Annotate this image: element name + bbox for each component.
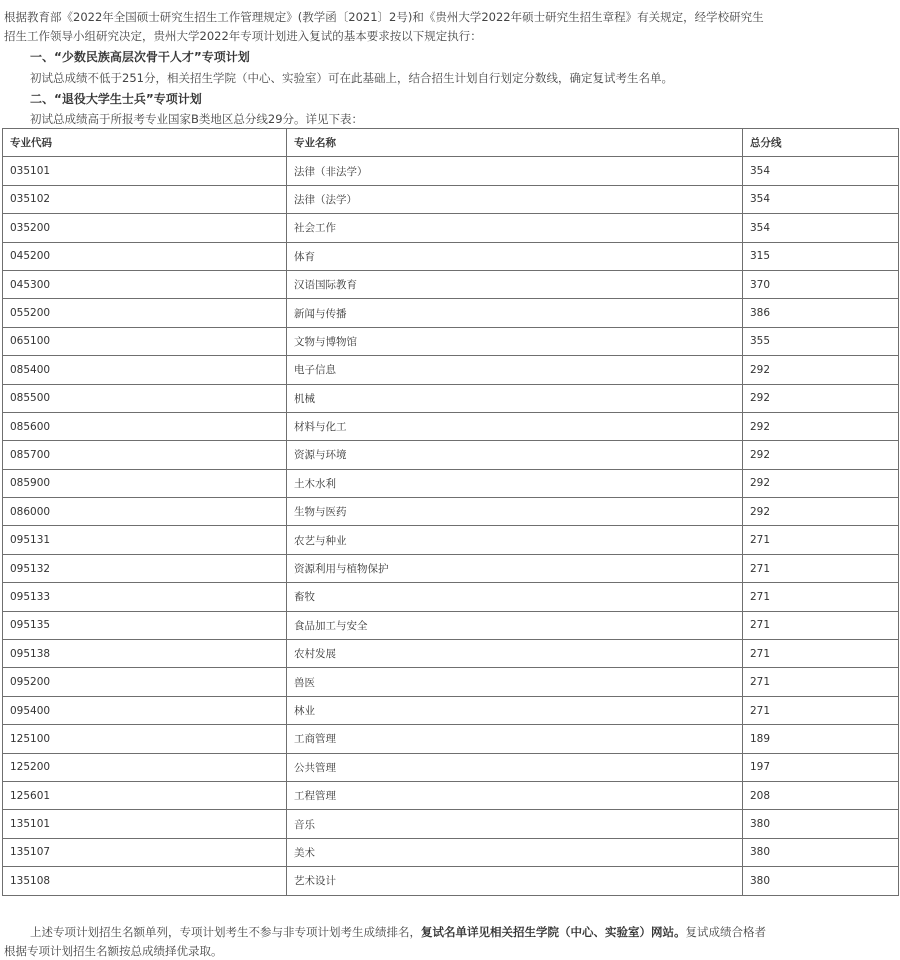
cell-total-score-line: 271 bbox=[743, 668, 899, 696]
cell-total-score-line: 354 bbox=[743, 185, 899, 213]
table-row bbox=[3, 838, 899, 866]
cell-total-score-line: 197 bbox=[743, 753, 899, 781]
cell-major-code: 095135 bbox=[3, 611, 287, 639]
cell-major-code: 095138 bbox=[3, 640, 287, 668]
cell-total-score-line: 354 bbox=[743, 157, 899, 185]
cell-major-name: 资源利用与植物保护 bbox=[287, 554, 743, 582]
cell-major-code: 135108 bbox=[3, 867, 287, 895]
cell-total-score-line: 292 bbox=[743, 469, 899, 497]
table-body bbox=[3, 157, 899, 895]
cell-major-name: 农艺与种业 bbox=[287, 526, 743, 554]
cell-major-name: 资源与环境 bbox=[287, 441, 743, 469]
cell-total-score-line: 354 bbox=[743, 214, 899, 242]
table-row bbox=[3, 696, 899, 724]
cell-major-name: 机械 bbox=[287, 384, 743, 412]
cell-major-name: 电子信息 bbox=[287, 356, 743, 384]
table-row bbox=[3, 498, 899, 526]
cell-major-code: 085600 bbox=[3, 412, 287, 440]
cell-major-code: 125200 bbox=[3, 753, 287, 781]
cell-major-code: 035102 bbox=[3, 185, 287, 213]
cell-major-name: 社会工作 bbox=[287, 214, 743, 242]
cell-total-score-line: 271 bbox=[743, 583, 899, 611]
intro-paragraph-line-1: 根据教育部《2022年全国硕士研究生招生工作管理规定》(教学函〔2021〕2号)和《贵州大学2022年硕士研究生招生章程》有关规定，经学校研究生 bbox=[4, 10, 764, 24]
cell-major-code: 125601 bbox=[3, 781, 287, 809]
cell-major-code: 035101 bbox=[3, 157, 287, 185]
cell-major-name: 汉语国际教育 bbox=[287, 270, 743, 298]
cell-major-name: 畜牧 bbox=[287, 583, 743, 611]
cell-major-code: 045300 bbox=[3, 270, 287, 298]
cell-major-code: 095400 bbox=[3, 696, 287, 724]
cell-total-score-line: 189 bbox=[743, 725, 899, 753]
table-row bbox=[3, 157, 899, 185]
table-row bbox=[3, 526, 899, 554]
table-row bbox=[3, 384, 899, 412]
cell-major-name: 生物与医药 bbox=[287, 498, 743, 526]
cell-major-code: 085400 bbox=[3, 356, 287, 384]
cell-major-name: 林业 bbox=[287, 696, 743, 724]
cell-total-score-line: 292 bbox=[743, 384, 899, 412]
cell-total-score-line: 271 bbox=[743, 640, 899, 668]
score-cutoff-table bbox=[2, 128, 899, 896]
cell-total-score-line: 380 bbox=[743, 838, 899, 866]
table-row bbox=[3, 270, 899, 298]
footer-text-part-1: 上述专项计划招生名额单列，专项计划考生不参与非专项计划考生成绩排名， bbox=[30, 925, 421, 939]
table-row bbox=[3, 412, 899, 440]
table-row bbox=[3, 611, 899, 639]
footer-text-part-2: 复试成绩合格者 bbox=[685, 925, 766, 939]
cell-major-name: 法律（法学） bbox=[287, 185, 743, 213]
cell-major-code: 095200 bbox=[3, 668, 287, 696]
cell-major-name: 农村发展 bbox=[287, 640, 743, 668]
cell-major-code: 135107 bbox=[3, 838, 287, 866]
table-row bbox=[3, 753, 899, 781]
footer-line-1 bbox=[30, 923, 766, 941]
cell-major-name: 公共管理 bbox=[287, 753, 743, 781]
cell-major-name: 艺术设计 bbox=[287, 867, 743, 895]
cell-major-name: 音乐 bbox=[287, 810, 743, 838]
table-row bbox=[3, 242, 899, 270]
cell-major-name: 新闻与传播 bbox=[287, 299, 743, 327]
cell-total-score-line: 355 bbox=[743, 327, 899, 355]
intro-paragraph-line-2: 招生工作领导小组研究决定，贵州大学2022年专项计划进入复试的基本要求按以下规定执行： bbox=[4, 29, 482, 43]
cell-major-code: 055200 bbox=[3, 299, 287, 327]
section-2-heading: 二、“退役大学生士兵”专项计划 bbox=[30, 92, 202, 106]
cell-major-code: 085500 bbox=[3, 384, 287, 412]
cell-major-code: 035200 bbox=[3, 214, 287, 242]
section-1-heading: 一、“少数民族高层次骨干人才”专项计划 bbox=[30, 50, 250, 64]
cell-major-name: 材料与化工 bbox=[287, 412, 743, 440]
cell-major-code: 085900 bbox=[3, 469, 287, 497]
section-1-text: 初试总成绩不低于251分，相关招生学院（中心、实验室）可在此基础上，结合招生计划自行划定分数线，确定复试考生名单。 bbox=[30, 71, 673, 85]
cell-major-name: 法律（非法学） bbox=[287, 157, 743, 185]
cell-major-code: 086000 bbox=[3, 498, 287, 526]
cell-major-code: 095133 bbox=[3, 583, 287, 611]
section-2-text: 初试总成绩高于所报考专业国家B类地区总分线29分。详见下表： bbox=[30, 112, 364, 126]
cell-major-name: 文物与博物馆 bbox=[287, 327, 743, 355]
cell-total-score-line: 271 bbox=[743, 611, 899, 639]
cell-total-score-line: 271 bbox=[743, 696, 899, 724]
footer-bold-note: 复试名单详见相关招生学院（中心、实验室）网站。 bbox=[421, 925, 686, 939]
cell-total-score-line: 292 bbox=[743, 498, 899, 526]
table-row bbox=[3, 668, 899, 696]
cell-major-name: 美术 bbox=[287, 838, 743, 866]
cell-major-name: 兽医 bbox=[287, 668, 743, 696]
cell-total-score-line: 271 bbox=[743, 526, 899, 554]
header-total-score-line: 总分线 bbox=[743, 129, 899, 157]
table-row bbox=[3, 299, 899, 327]
header-major-code: 专业代码 bbox=[3, 129, 287, 157]
footer-line-2: 根据专项计划招生名额按总成绩择优录取。 bbox=[4, 944, 223, 958]
cell-total-score-line: 370 bbox=[743, 270, 899, 298]
cell-total-score-line: 292 bbox=[743, 441, 899, 469]
table-row bbox=[3, 554, 899, 582]
cell-major-code: 095131 bbox=[3, 526, 287, 554]
cell-major-code: 095132 bbox=[3, 554, 287, 582]
table-row bbox=[3, 725, 899, 753]
table-row bbox=[3, 810, 899, 838]
cell-major-code: 065100 bbox=[3, 327, 287, 355]
table-row bbox=[3, 214, 899, 242]
cell-major-code: 045200 bbox=[3, 242, 287, 270]
cell-major-code: 085700 bbox=[3, 441, 287, 469]
table-row bbox=[3, 185, 899, 213]
table-row bbox=[3, 867, 899, 895]
cell-total-score-line: 292 bbox=[743, 412, 899, 440]
table-row bbox=[3, 781, 899, 809]
table-row bbox=[3, 640, 899, 668]
cell-total-score-line: 292 bbox=[743, 356, 899, 384]
table-row bbox=[3, 469, 899, 497]
cell-major-name: 工商管理 bbox=[287, 725, 743, 753]
table-row bbox=[3, 441, 899, 469]
cell-major-name: 体育 bbox=[287, 242, 743, 270]
table-header-row bbox=[3, 129, 899, 157]
cell-total-score-line: 208 bbox=[743, 781, 899, 809]
cell-major-name: 土木水利 bbox=[287, 469, 743, 497]
table-row bbox=[3, 356, 899, 384]
cell-total-score-line: 386 bbox=[743, 299, 899, 327]
cell-major-name: 食品加工与安全 bbox=[287, 611, 743, 639]
cell-total-score-line: 380 bbox=[743, 810, 899, 838]
cell-total-score-line: 271 bbox=[743, 554, 899, 582]
cell-major-name: 工程管理 bbox=[287, 781, 743, 809]
cell-total-score-line: 315 bbox=[743, 242, 899, 270]
cell-major-code: 135101 bbox=[3, 810, 287, 838]
cell-total-score-line: 380 bbox=[743, 867, 899, 895]
table-row bbox=[3, 327, 899, 355]
cell-major-code: 125100 bbox=[3, 725, 287, 753]
table-row bbox=[3, 583, 899, 611]
header-major-name: 专业名称 bbox=[287, 129, 743, 157]
